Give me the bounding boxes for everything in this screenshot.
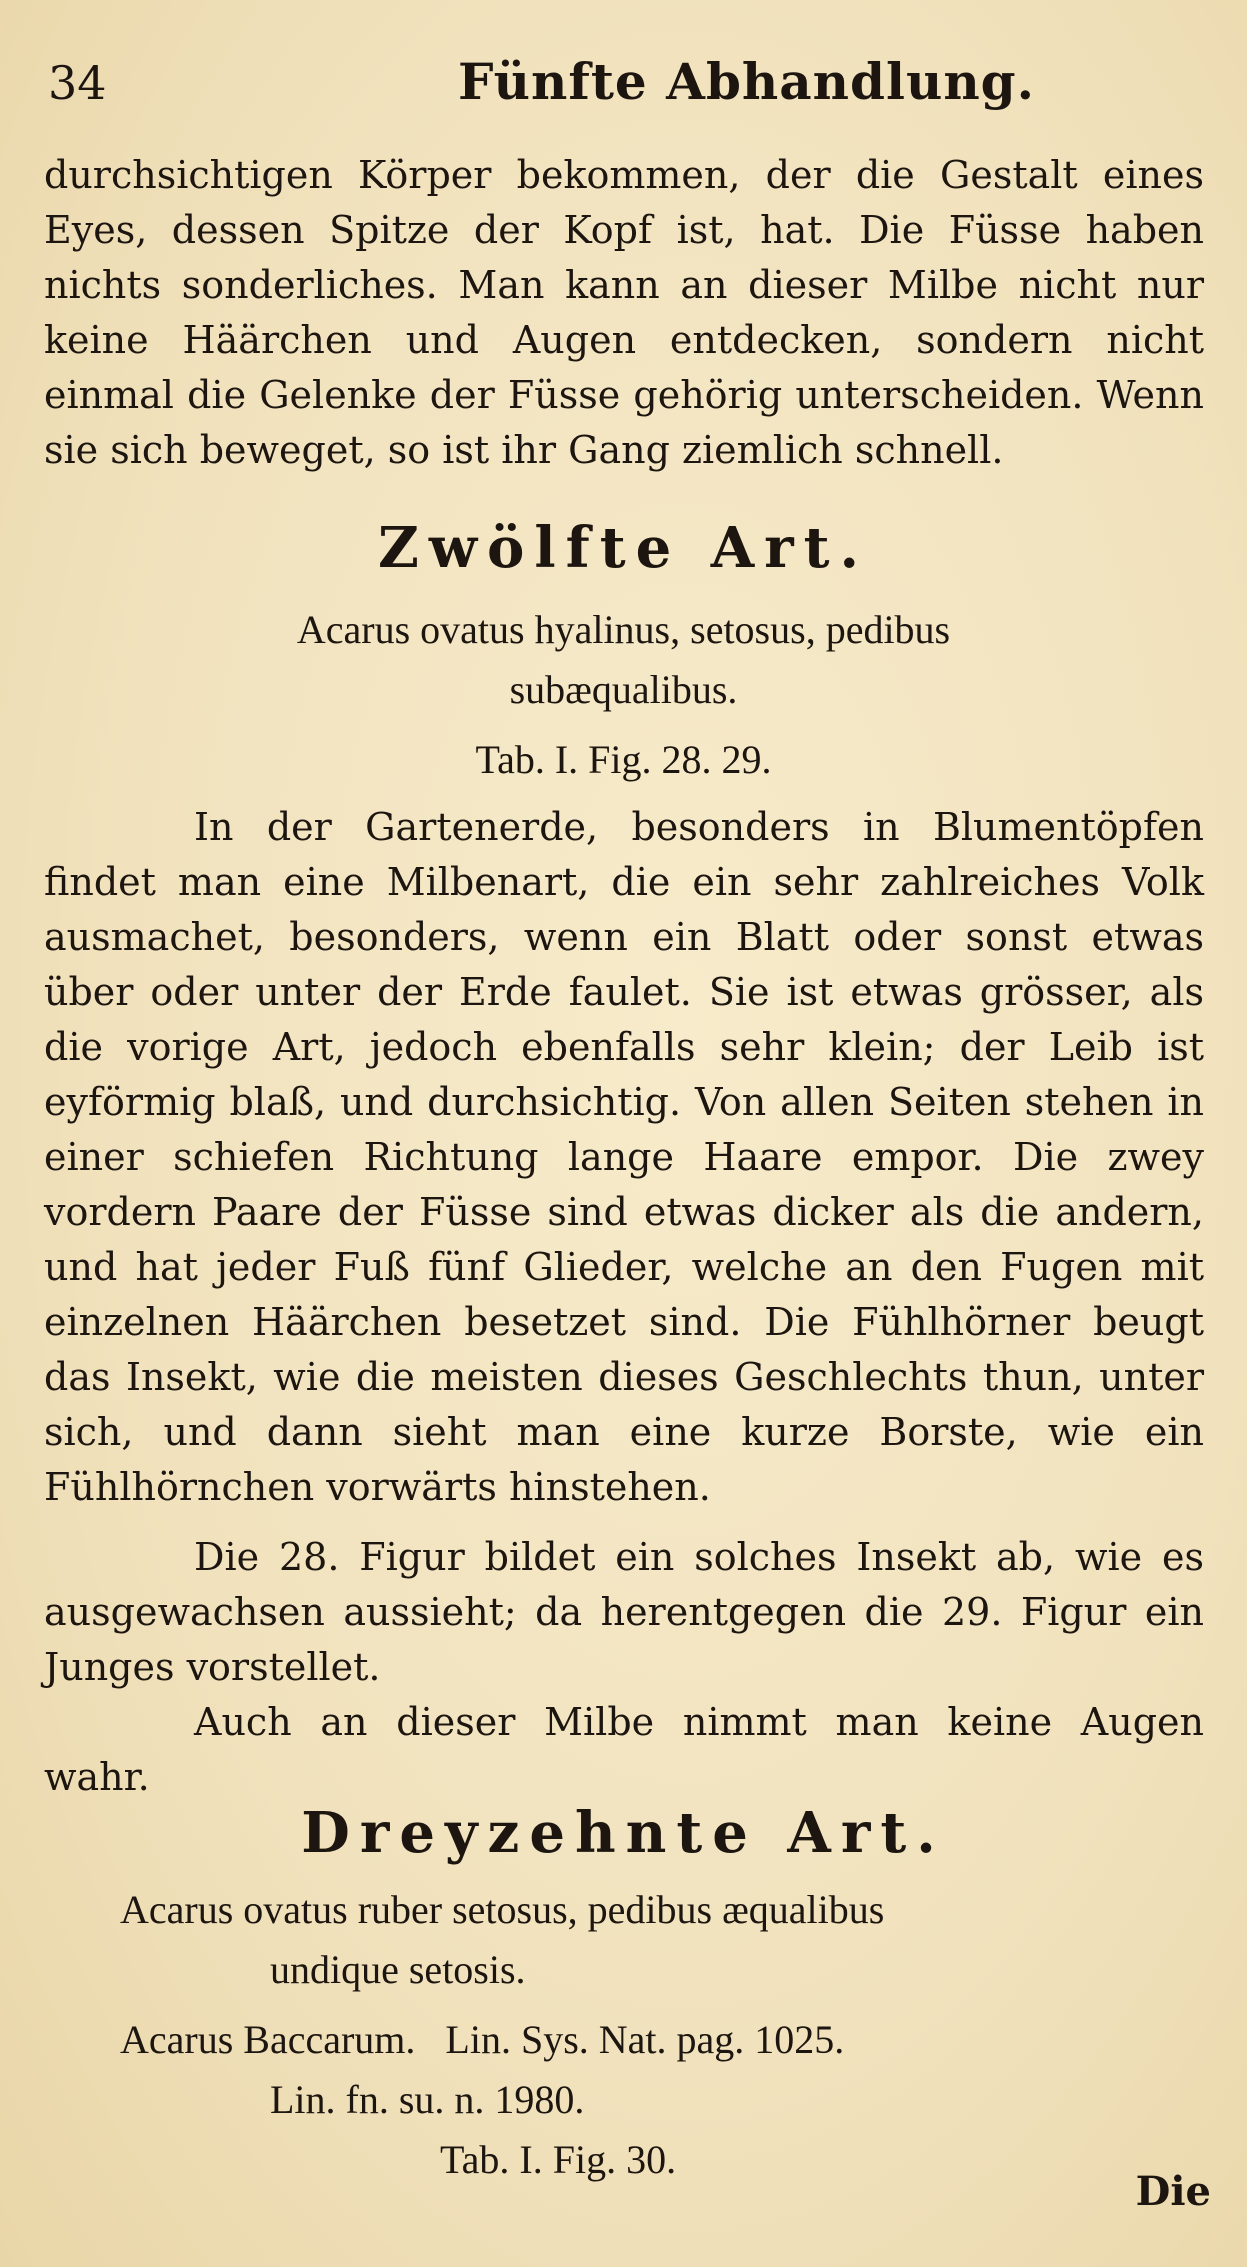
section-title-13: Dreyzehnte Art.	[301, 1800, 946, 1866]
latin-diagnosis-13-line2: undique setosis.	[270, 1947, 526, 1992]
running-head: Fünfte Abhandlung.	[458, 52, 1036, 111]
section-title-12: Zwölfte Art.	[377, 515, 870, 581]
paragraph-figures-12: Die 28. Figur bildet ein solches Insekt ab, wie es ausgewachsen aussieht; da herentgegen die 29. Figur ein Junges vorstellet.	[44, 1535, 1204, 1689]
linnaeus-reference-13-line2: Lin. fn. su. n. 1980.	[270, 2077, 585, 2122]
page-header	[48, 48, 1187, 118]
continuation-paragraph: durchsichtigen Körper bekommen, der die Gestalt eines Eyes, dessen Spitze der Kopf ist, hat. Die Füsse haben nichts sonderliches. Man kann an dieser Milbe nicht nur keine Häärchen und Augen entdecken, sondern nicht einmal die Gelenke der Füsse gehörig unterscheiden. Wenn sie sich beweget, so ist ihr Gang ziemlich schnell.	[44, 153, 1204, 472]
latin-diagnosis-13-line1: Acarus ovatus ruber setosus, pedibus æqualibus	[120, 1887, 885, 1932]
plate-reference-13: Tab. I. Fig. 30.	[440, 2137, 677, 2182]
latin-diagnosis-12-line2: subæqualibus.	[509, 667, 738, 712]
latin-diagnosis-12-line1: Acarus ovatus hyalinus, setosus, pedibus	[296, 607, 951, 652]
paragraph-description-12: In der Gartenerde, besonders in Blumentöpfen findet man eine Milbenart, die ein sehr zahlreiches Volk ausmachet, besonders, wenn ein Blatt oder sonst etwas über oder unter der Erde faulet. Sie ist etwas grösser, als die vorige Art, jedoch ebenfalls sehr klein; der Leib ist eyförmig blaß, und durchsichtig. Von allen Seiten stehen in einer schiefen Richtung lange Haare empor. Die zwey vordern Paare der Füsse sind etwas dicker als die andern, und hat jeder Fuß fünf Glieder, welche an den Fugen mit einzelnen Häärchen besetzet sind. Die Fühlhörner beugt das Insekt, wie die meisten dieses Geschlechts thun, unter sich, und dann sieht man eine kurze Borste, wie ein Fühlhörnchen vorwärts hinstehen.	[44, 805, 1204, 1509]
linnaeus-reference-13-line1: Acarus Baccarum. Lin. Sys. Nat. pag. 1025.	[120, 2017, 845, 2062]
paragraph-eyes-12: Auch an dieser Milbe nimmt man keine Augen wahr.	[44, 1700, 1204, 1799]
plate-reference-12: Tab. I. Fig. 28. 29.	[475, 737, 772, 782]
catchword: Die	[1135, 2168, 1211, 2215]
page-number: 34	[48, 56, 107, 110]
